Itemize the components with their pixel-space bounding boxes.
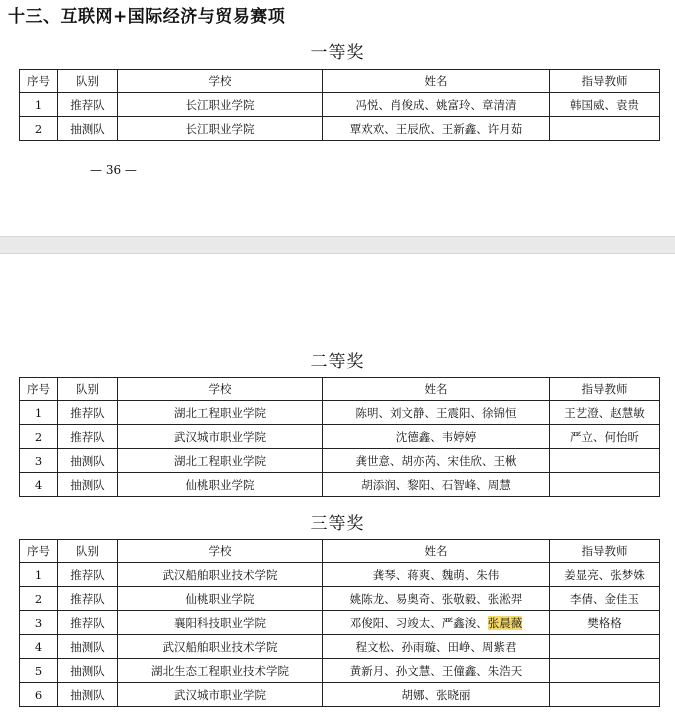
cell-team: 抽测队 — [58, 683, 118, 707]
cell-school: 武汉船舶职业技术学院 — [118, 563, 323, 587]
cell-school: 湖北工程职业学院 — [118, 401, 323, 425]
header-school: 学校 — [118, 540, 323, 563]
header-team: 队别 — [58, 378, 118, 401]
cell-teacher: 韩国威、袁贵 — [550, 93, 660, 117]
header-teacher: 指导教师 — [550, 540, 660, 563]
header-index: 序号 — [20, 540, 58, 563]
cell-school: 武汉城市职业学院 — [118, 683, 323, 707]
first-prize-table — [19, 69, 660, 141]
cell-school: 襄阳科技职业学院 — [118, 611, 323, 635]
cell-names: 黄新月、孙文慧、王僮鑫、朱浩天 — [323, 659, 550, 683]
cell-teacher — [550, 635, 660, 659]
cell-names — [323, 611, 550, 635]
table-row — [20, 611, 660, 635]
table-row — [20, 683, 660, 707]
header-index: 序号 — [20, 378, 58, 401]
page-number: — 36 — — [90, 163, 137, 177]
table-header-row — [20, 70, 660, 93]
table-row — [20, 587, 660, 611]
header-team: 队别 — [58, 540, 118, 563]
header-teacher: 指导教师 — [550, 70, 660, 93]
cell-school: 武汉船舶职业技术学院 — [118, 635, 323, 659]
cell-index: 2 — [20, 587, 58, 611]
cell-names: 覃欢欢、王辰欣、王新鑫、许月茹 — [323, 117, 550, 141]
cell-teacher — [550, 659, 660, 683]
header-team: 队别 — [58, 70, 118, 93]
cell-index: 1 — [20, 563, 58, 587]
cell-school: 长江职业学院 — [118, 93, 323, 117]
second-prize-table — [19, 377, 660, 497]
cell-teacher — [550, 449, 660, 473]
cell-names: 龚世意、胡亦芮、宋佳欣、王楸 — [323, 449, 550, 473]
cell-teacher: 姜显亮、张梦姝 — [550, 563, 660, 587]
table-row — [20, 473, 660, 497]
table-header-row — [20, 540, 660, 563]
cell-names: 陈明、刘文静、王震阳、徐锦恒 — [323, 401, 550, 425]
cell-team: 推荐队 — [58, 611, 118, 635]
cell-index: 6 — [20, 683, 58, 707]
cell-team: 抽测队 — [58, 449, 118, 473]
cell-school: 仙桃职业学院 — [118, 587, 323, 611]
cell-teacher: 严立、何怡昕 — [550, 425, 660, 449]
cell-school: 湖北生态工程职业技术学院 — [118, 659, 323, 683]
cell-index: 5 — [20, 659, 58, 683]
page-36 — [0, 0, 675, 236]
cell-team: 抽测队 — [58, 117, 118, 141]
cell-team: 推荐队 — [58, 587, 118, 611]
cell-names: 胡娜、张晓丽 — [323, 683, 550, 707]
table-row — [20, 635, 660, 659]
cell-names: 冯悦、肖俊成、姚富玲、章清清 — [323, 93, 550, 117]
highlighted-name[interactable]: 张晨薇 — [487, 615, 523, 630]
cell-teacher — [550, 683, 660, 707]
cell-index: 2 — [20, 117, 58, 141]
cell-teacher — [550, 117, 660, 141]
cell-team: 推荐队 — [58, 401, 118, 425]
second-prize-title: 二等奖 — [310, 352, 365, 372]
cell-teacher: 樊格格 — [550, 611, 660, 635]
cell-school: 湖北工程职业学院 — [118, 449, 323, 473]
table-row — [20, 425, 660, 449]
cell-index: 3 — [20, 449, 58, 473]
cell-teacher: 李倩、金佳玉 — [550, 587, 660, 611]
cell-index: 4 — [20, 635, 58, 659]
third-prize-table — [19, 539, 660, 707]
table-row — [20, 449, 660, 473]
header-names: 姓名 — [323, 70, 550, 93]
cell-school: 仙桃职业学院 — [118, 473, 323, 497]
names-text: 邓俊阳、习竣太、严鑫浚、 — [349, 615, 488, 630]
first-prize-title: 一等奖 — [310, 43, 365, 63]
table-row — [20, 563, 660, 587]
cell-names: 程文松、孙雨璇、田峥、周紫君 — [323, 635, 550, 659]
header-names: 姓名 — [323, 378, 550, 401]
cell-team: 推荐队 — [58, 425, 118, 449]
header-names: 姓名 — [323, 540, 550, 563]
cell-team: 抽测队 — [58, 635, 118, 659]
cell-index: 1 — [20, 93, 58, 117]
cell-index: 3 — [20, 611, 58, 635]
header-index: 序号 — [20, 70, 58, 93]
header-school: 学校 — [118, 70, 323, 93]
table-header-row — [20, 378, 660, 401]
cell-team: 抽测队 — [58, 473, 118, 497]
cell-index: 4 — [20, 473, 58, 497]
header-school: 学校 — [118, 378, 323, 401]
cell-teacher — [550, 473, 660, 497]
cell-names: 胡添润、黎阳、石智峰、周慧 — [323, 473, 550, 497]
cell-names: 龚琴、蒋爽、魏萌、朱伟 — [323, 563, 550, 587]
cell-school: 长江职业学院 — [118, 117, 323, 141]
cell-index: 1 — [20, 401, 58, 425]
cell-team: 推荐队 — [58, 93, 118, 117]
table-row — [20, 117, 660, 141]
page-gap — [0, 236, 675, 254]
cell-team: 推荐队 — [58, 563, 118, 587]
table-row — [20, 401, 660, 425]
page-37 — [0, 254, 675, 716]
cell-names: 沈德鑫、韦婷婷 — [323, 425, 550, 449]
cell-school: 武汉城市职业学院 — [118, 425, 323, 449]
cell-team: 抽测队 — [58, 659, 118, 683]
third-prize-title: 三等奖 — [310, 514, 365, 534]
cell-names: 姚陈龙、易奥奇、张敬毅、张淞羿 — [323, 587, 550, 611]
header-teacher: 指导教师 — [550, 378, 660, 401]
table-row — [20, 93, 660, 117]
cell-teacher: 王艺澄、赵慧敏 — [550, 401, 660, 425]
table-row — [20, 659, 660, 683]
section-title: 十三、互联网+国际经济与贸易赛项 — [8, 7, 286, 27]
cell-index: 2 — [20, 425, 58, 449]
